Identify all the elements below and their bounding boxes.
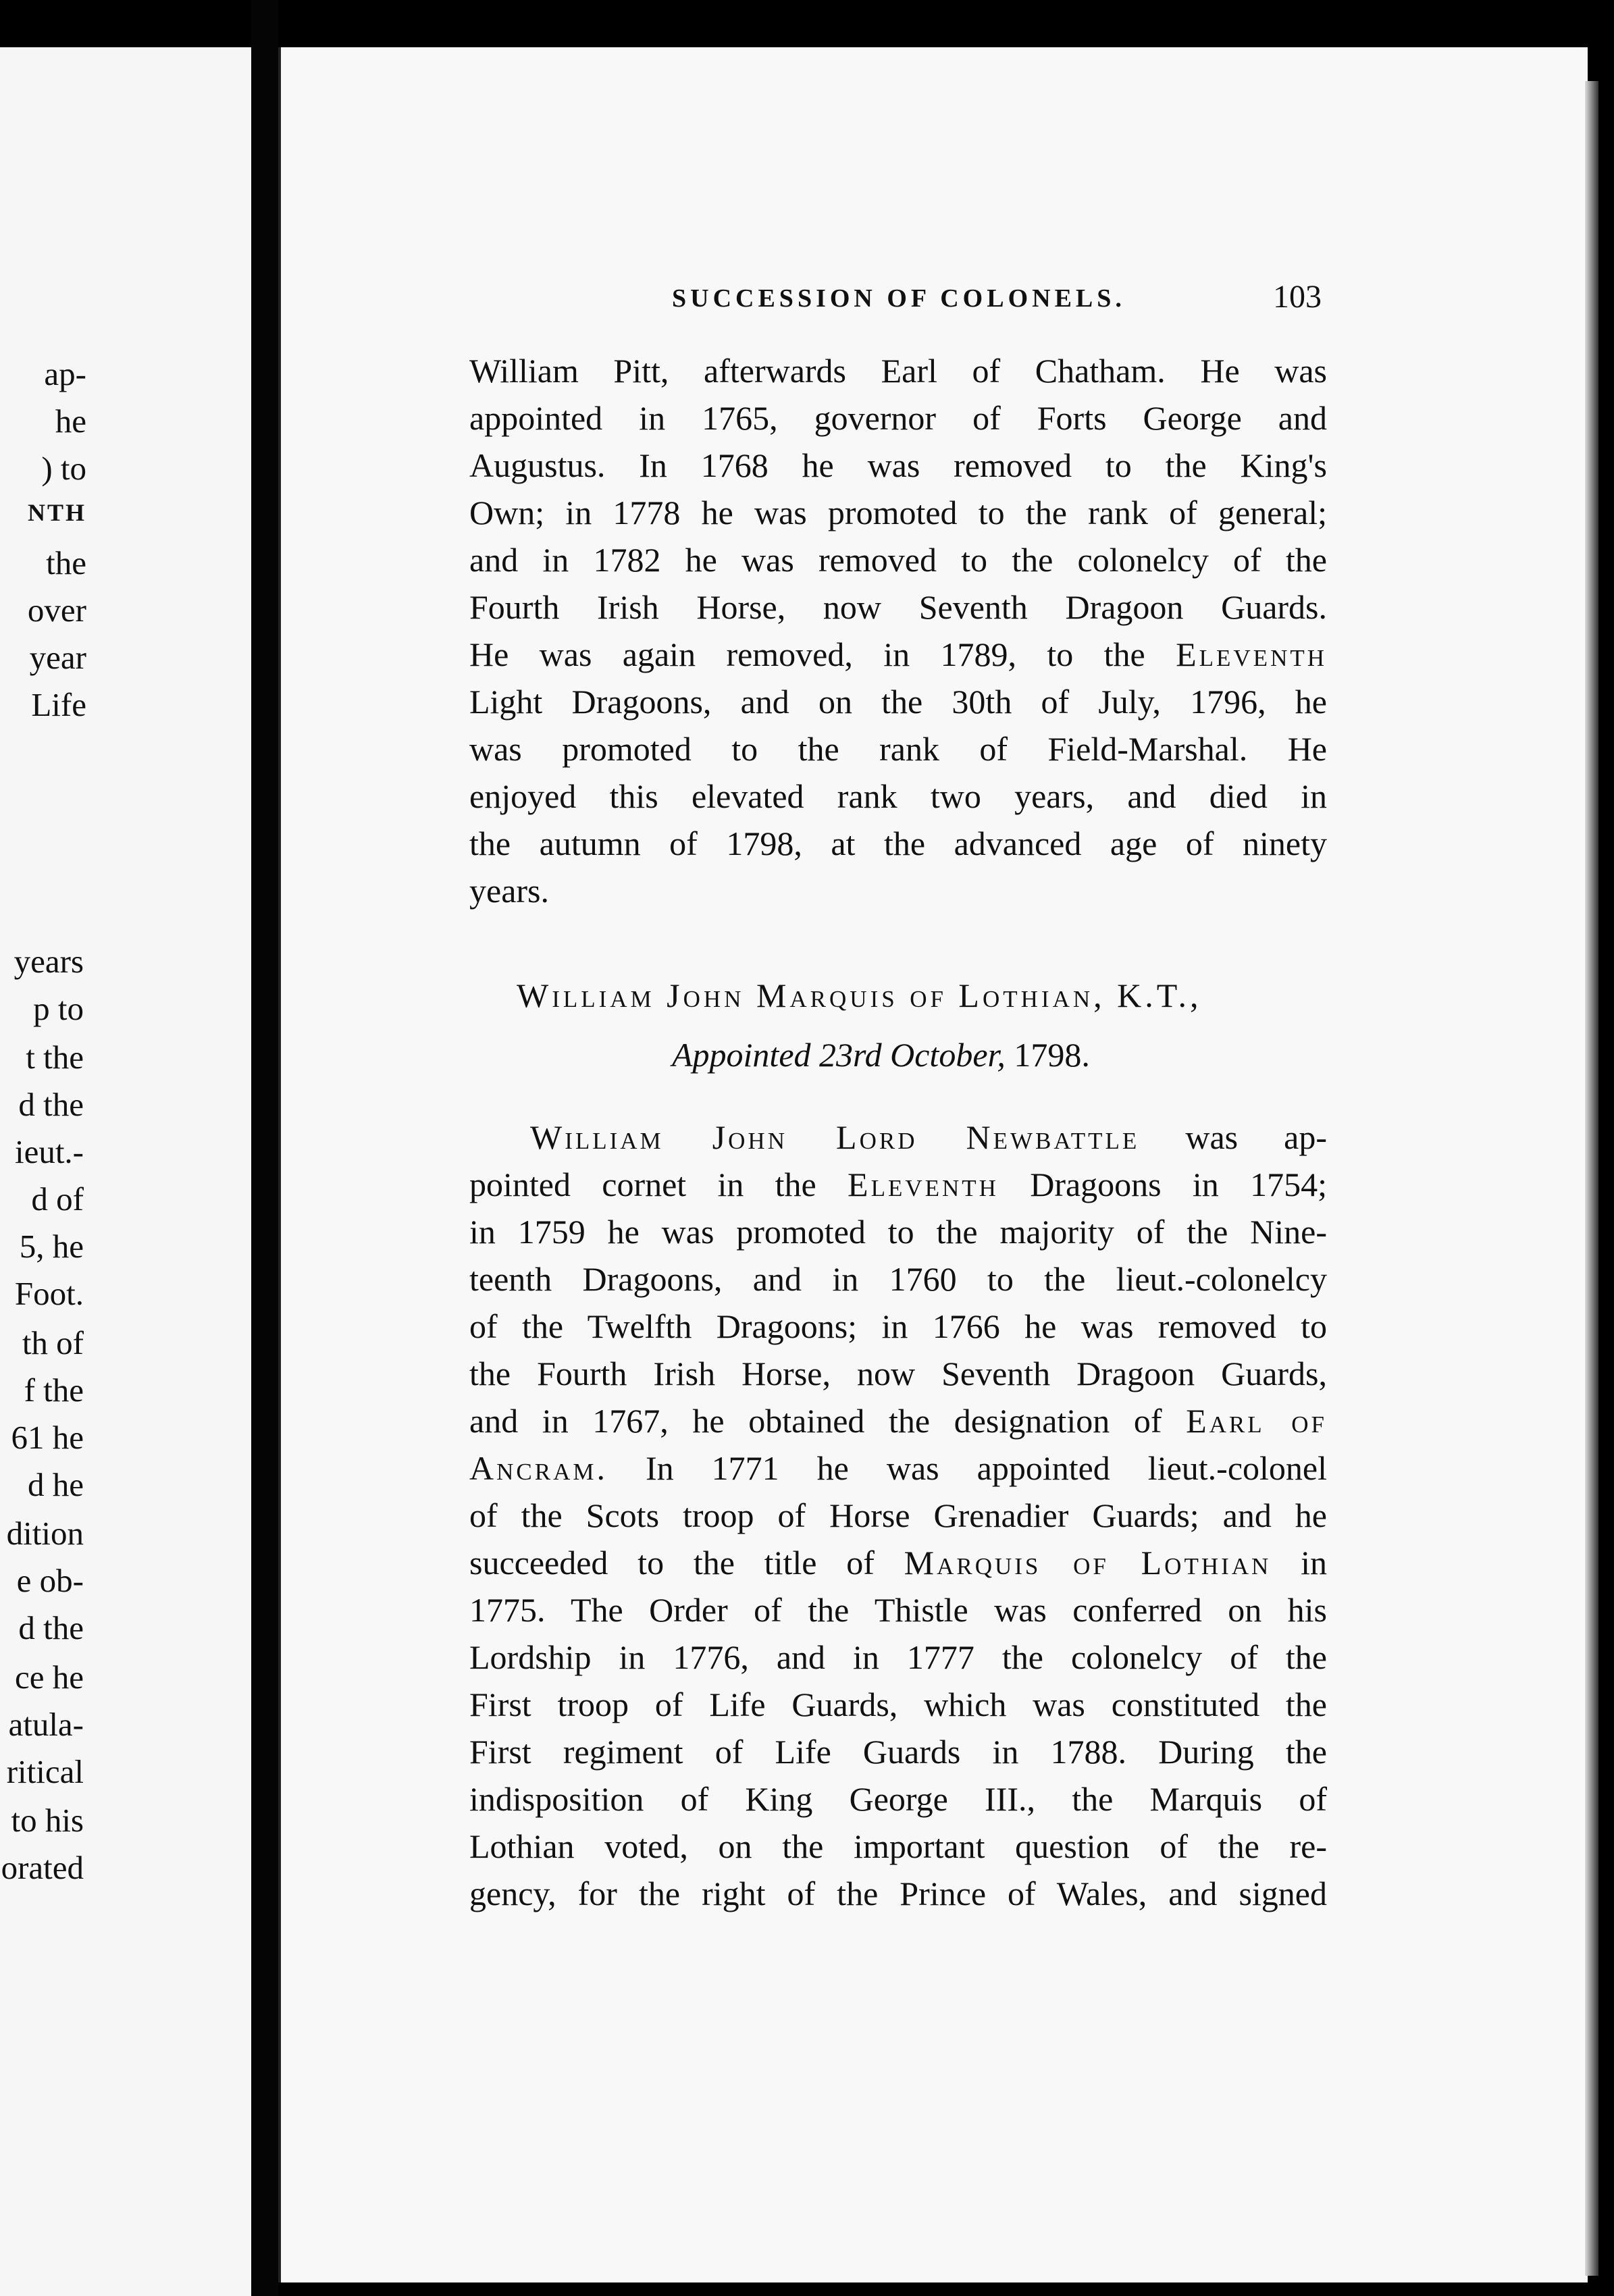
section-heading: William John Marquis of Lothian, K.T.,	[517, 976, 1202, 1014]
text-line: of the Twelfth Dragoons; in 1766 he was removed to	[469, 1307, 1327, 1345]
left-fragment: ap-	[44, 355, 86, 392]
left-fragment: years	[14, 943, 84, 980]
left-fragment: atula-	[8, 1706, 84, 1743]
text-line: 1775. The Order of the Thistle was conferred on his	[469, 1591, 1327, 1629]
appointed-text: Appointed 23rd October,	[672, 1036, 1006, 1074]
left-fragment: Foot.	[14, 1275, 84, 1312]
text-line	[469, 635, 1327, 674]
section-subheading	[672, 1035, 1090, 1074]
left-fragment: d the	[18, 1086, 84, 1123]
text-span: Dragoons in 1754;	[998, 1166, 1327, 1203]
smallcaps-marquis: Marquis of Lothian	[904, 1544, 1272, 1582]
left-fragment: NTH	[27, 499, 86, 526]
text-line: the autumn of 1798, at the advanced age of ninety	[469, 825, 1327, 862]
left-fragment: year	[29, 639, 86, 676]
left-fragment: e ob-	[16, 1562, 84, 1599]
left-fragment: to his	[11, 1802, 84, 1839]
text-line	[469, 1543, 1327, 1582]
text-line: indisposition of King George III., the Marquis of	[469, 1780, 1327, 1818]
left-fragment: f the	[24, 1372, 84, 1409]
text-line	[469, 1449, 1327, 1488]
text-line: in 1759 he was promoted to the majority of the Nine-	[469, 1213, 1327, 1251]
text-span: in	[1271, 1544, 1327, 1582]
text-line: Fourth Irish Horse, now Seventh Dragoon Guards.	[469, 588, 1327, 626]
left-fragment: d he	[28, 1466, 84, 1503]
text-line	[469, 1118, 1327, 1157]
appointed-year: 1798.	[1005, 1036, 1090, 1074]
left-fragment: ieut.-	[14, 1133, 84, 1170]
smallcaps-ancram: Ancram.	[469, 1449, 608, 1487]
left-fragment: 5, he	[19, 1228, 84, 1265]
text-line: of the Scots troop of Horse Grenadier Guards; and he	[469, 1496, 1327, 1534]
left-fragment: ritical	[6, 1753, 84, 1790]
smallcaps-eleventh: Eleventh	[848, 1166, 999, 1203]
text-line: years.	[469, 872, 549, 910]
left-fragment: d the	[18, 1609, 84, 1646]
text-line: First regiment of Life Guards in 1788. During the	[469, 1733, 1327, 1771]
left-fragment: Life	[31, 686, 86, 723]
left-fragment: the	[46, 544, 86, 581]
text-line: Lordship in 1776, and in 1777 the colonelcy of the	[469, 1638, 1327, 1676]
text-line: Own; in 1778 he was promoted to the rank of general;	[469, 494, 1327, 531]
left-fragment: dition	[6, 1515, 84, 1552]
left-fragment: over	[27, 592, 86, 629]
page-edge	[1585, 81, 1598, 2276]
book-gutter	[251, 0, 278, 2296]
text-line	[469, 1165, 1327, 1204]
left-fragment: d of	[31, 1180, 84, 1218]
page-number: 103	[1273, 279, 1322, 315]
text-line: and in 1782 he was removed to the colonelcy of the	[469, 541, 1327, 579]
text-span: was ap-	[1139, 1118, 1327, 1156]
text-span: and in 1767, he obtained the designation of	[469, 1402, 1187, 1440]
left-facing-page	[0, 47, 251, 2296]
smallcaps-name: William John Lord Newbattle	[530, 1118, 1140, 1156]
text-line: First troop of Life Guards, which was constituted the	[469, 1686, 1327, 1723]
text-line	[469, 1401, 1327, 1440]
left-fragment: he	[55, 402, 86, 440]
smallcaps-earl: Earl of	[1186, 1402, 1327, 1440]
text-span: In 1771 he was appointed lieut.-colonel	[607, 1449, 1327, 1487]
text-line: gency, for the right of the Prince of Wales, and signed	[469, 1875, 1327, 1912]
text-line: Lothian voted, on the important question of the re-	[469, 1827, 1327, 1865]
text-line: the Fourth Irish Horse, now Seventh Dragoon Guards,	[469, 1355, 1327, 1392]
running-head: SUCCESSION OF COLONELS.	[672, 284, 1126, 313]
text-line: Light Dragoons, and on the 30th of July, 1796, he	[469, 683, 1327, 721]
text-span: He was again removed, in 1789, to the	[469, 635, 1176, 673]
text-line: was promoted to the rank of Field-Marshal. He	[469, 730, 1327, 768]
left-fragment: ce he	[15, 1659, 84, 1696]
left-fragment: p to	[33, 990, 84, 1027]
left-fragment: ) to	[41, 450, 86, 487]
left-fragment: 61 he	[11, 1419, 84, 1456]
left-fragment: orated	[1, 1849, 84, 1886]
text-line: William Pitt, afterwards Earl of Chatham. He was	[469, 352, 1327, 390]
text-line: teenth Dragoons, and in 1760 to the lieut.-colonelcy	[469, 1260, 1327, 1298]
text-span: succeeded to the title of	[469, 1544, 904, 1582]
text-line: enjoyed this elevated rank two years, and died in	[469, 777, 1327, 815]
text-span: pointed cornet in the	[469, 1166, 848, 1203]
left-fragment: th of	[22, 1324, 84, 1361]
smallcaps-eleventh: Eleventh	[1176, 635, 1327, 673]
text-line: Augustus. In 1768 he was removed to the King's	[469, 446, 1327, 484]
text-line: appointed in 1765, governor of Forts George and	[469, 399, 1327, 437]
left-fragment: t the	[26, 1039, 84, 1076]
